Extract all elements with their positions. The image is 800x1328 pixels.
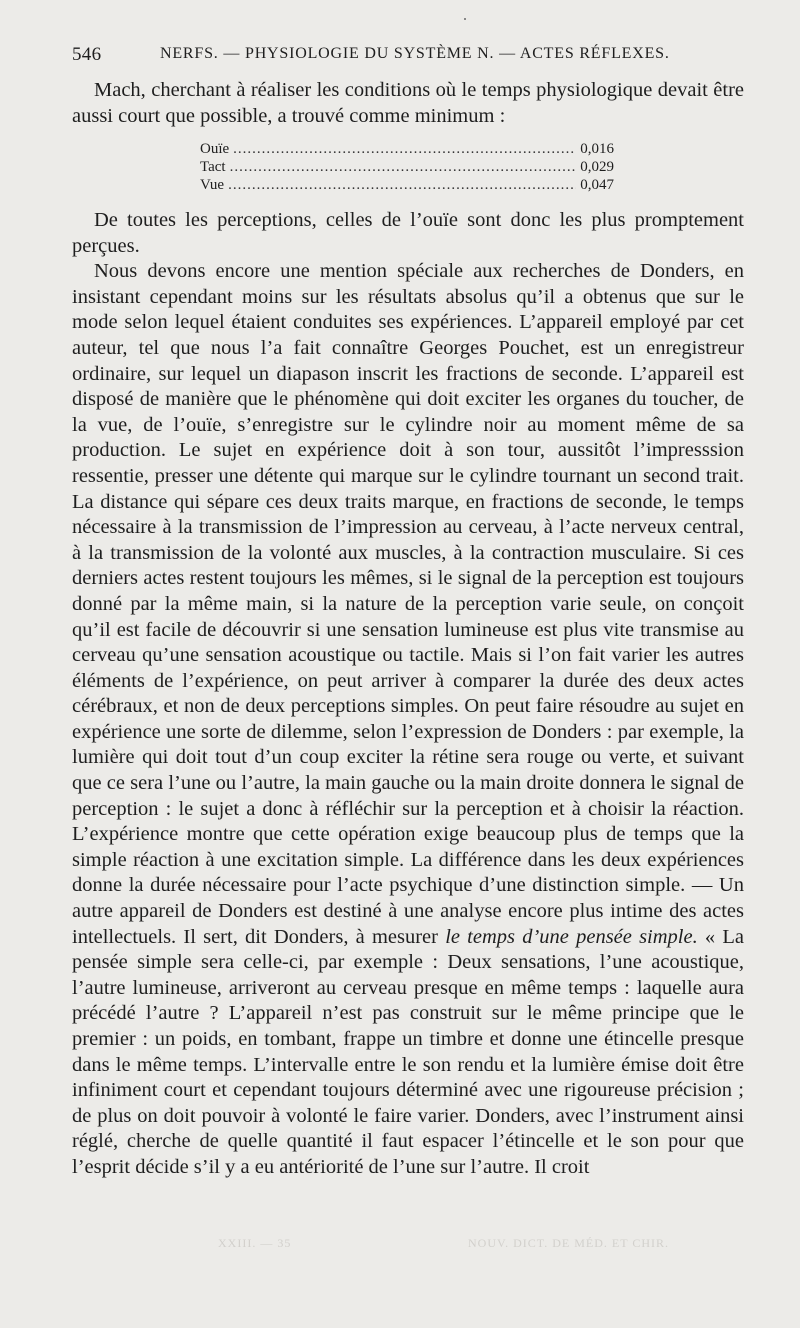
intro-paragraph: Mach, cherchant à réaliser les conditions où le temps physiologique devait être aussi court que possible, a trouvé comme minimum : (72, 79, 744, 127)
paragraph-donders (72, 259, 744, 1180)
row-label: Tact (200, 159, 226, 175)
print-mark (464, 18, 466, 20)
leader-dots (228, 176, 576, 194)
row-value: 0,047 (580, 177, 614, 193)
leader-dots (233, 140, 576, 158)
page-footer (0, 1236, 800, 1258)
row-value: 0,029 (580, 159, 614, 175)
leader-dots (230, 158, 577, 176)
paragraph-donders-text-2: « La pensée simple sera celle-ci, par exemple : Deux sensations, l’une acoustique, l’autre lumineuse, arriveront au cerveau presque en même temps : laquelle aura précédé l’autre ? L’appareil n’est pas construit sur le même principe que le premier : un poids, en tombant, frappe un timbre et donne une étincelle presque dans le même temps. L’intervalle entre le son rendu et la lumière émise doit être infiniment court et cependant toujours déterminé avec une rigoureuse précision ; de plus on doit pouvoir à volonté le faire varier. Donders, avec l’instrument ainsi réglé, cherche de quelle quantité il faut espacer l’étincelle et le son pour que l’esprit décide s’il y a eu antériorité de l’une sur l’autre. Il croit (72, 925, 744, 1178)
page-number: 546 (72, 44, 102, 65)
main-text (72, 208, 744, 1181)
minimum-times-table (200, 140, 614, 194)
paragraph-donders-text-1: Nous devons encore une mention spéciale aux recherches de Donders, en insistant cependant moins sur les résultats absolus qu’il a obtenus que sur le mode selon lequel étaient conduites ses expériences. L’appareil employé par cet auteur, tel que nous l’a fait connaître Georges Pouchet, est un enregistreur ordinaire, sur lequel un diapason inscrit les fractions de seconde. L’appareil est disposé de manière que le phénomène qui doit exciter les organes du toucher, de la vue, de l’ouïe, s’enregistre sur le cylindre noir au moment même de sa production. Le sujet en expérience doit à son tour, aussitôt l’impresssion ressentie, presser une détente qui marque sur le cylindre tournant un second trait. La distance qui sépare ces deux traits marque, en fractions de seconde, le temps nécessaire à la transmission de l’impression au cerveau, à l’acte nerveux central, à la transmission de la volonté aux muscles, à la contraction musculaire. Si ces derniers actes restent toujours les mêmes, si le signal de la perception est toujours donné par la même main, si la nature de la perception varie seule, on conçoit qu’il est facile de découvrir si une sensation lumineuse est plus vite transmise au cerveau qu’une sensation acoustique ou tactile. Mais si l’on fait varier les autres éléments de l’expérience, on peut arriver à comparer la durée des deux actes cérébraux, et non de deux perceptions simples. On peut faire résoudre au sujet en expérience une sorte de dilemme, selon l’expression de Donders : par exemple, la lumière qui doit tout d’un coup exciter la rétine sera rouge ou verte, et suivant que ce sera l’une ou l’autre, la main gauche ou la main droite donnera le signal de perception : le sujet a donc à réfléchir sur la perception et à choisir la réaction. L’expérience montre que cette opération exige beaucoup plus de temps que la simple réaction à une excitation simple. La différence dans les deux expériences donne la durée nécessaire pour l’acte psychique d’une distinction simple. — Un autre appareil de Donders est destiné à une analyse encore plus intime des actes intellectuels. Il sert, dit Donders, à mesurer (72, 260, 744, 948)
row-value: 0,016 (580, 141, 614, 157)
signature-mark: XXIII. — 35 (218, 1236, 292, 1250)
table-row-vue (200, 176, 614, 194)
table-row-tact (200, 158, 614, 176)
paragraph-donders-italic: le temps d’une pensée simple. (445, 925, 698, 948)
imprint-line: NOUV. DICT. DE MÉD. ET CHIR. (468, 1236, 669, 1250)
row-label: Vue (200, 177, 225, 193)
table-row-ouie (200, 140, 614, 158)
intro-paragraph-block (72, 78, 744, 129)
paragraph-perceptions: De toutes les perceptions, celles de l’ouïe sont donc les plus promptement perçues. (72, 209, 744, 257)
page-header (72, 44, 752, 74)
running-title: NERFS. — PHYSIOLOGIE DU SYSTÈME N. — ACTES RÉFLEXES. (160, 45, 670, 62)
row-label: Ouïe (200, 141, 230, 157)
